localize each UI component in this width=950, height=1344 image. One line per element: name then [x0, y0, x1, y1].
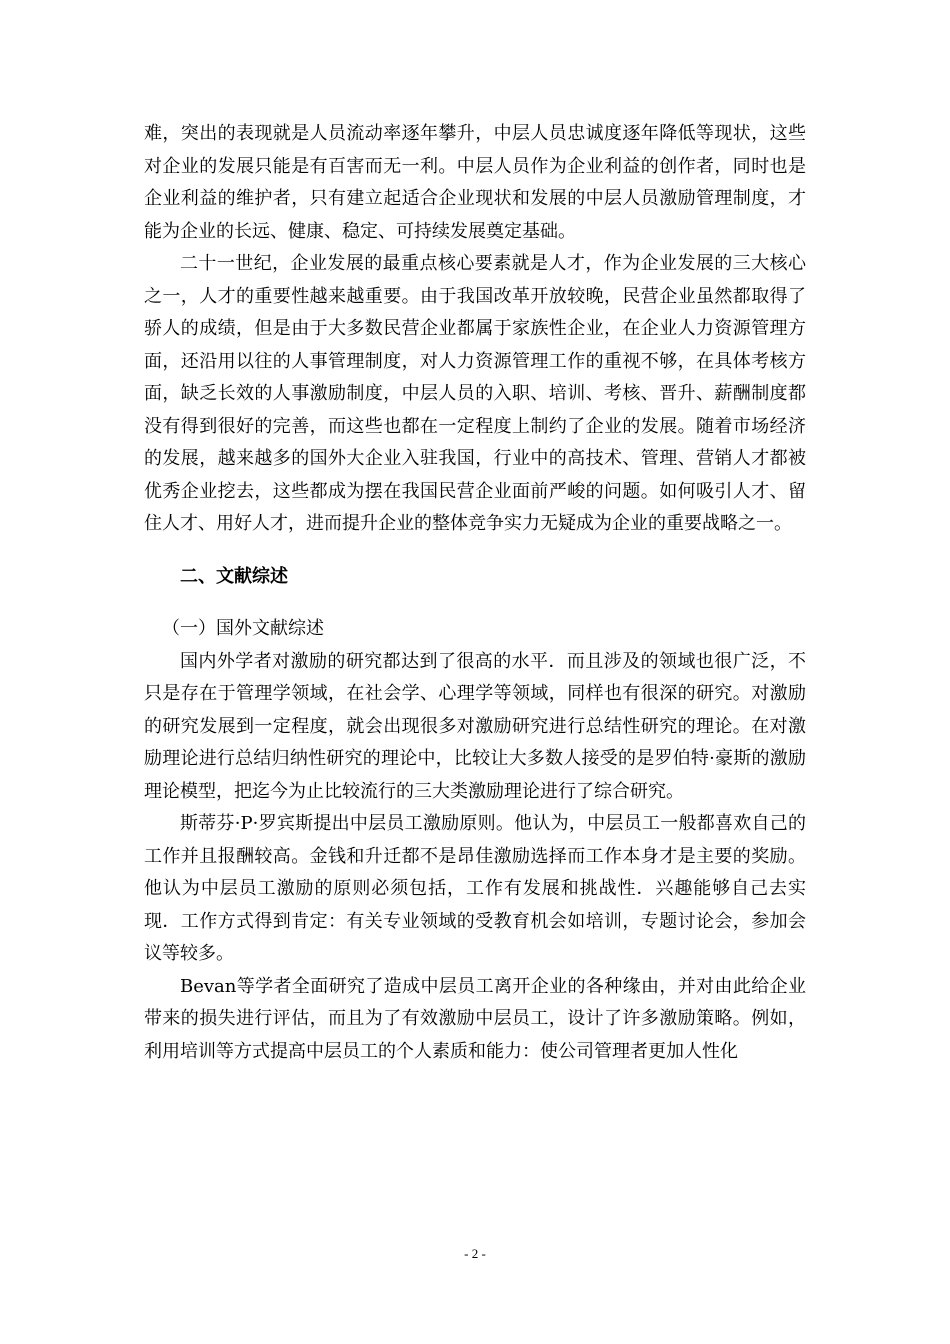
paragraph-talent: 二十一世纪，企业发展的最重点核心要素就是人才，作为企业发展的三大核心之一，人才的重要性越来越重要。由于我国改革开放较晚，民营企业虽然都取得了骄人的成绩，但是由于大多数民营企业都属于家族性企业，在企业人力资源管理方面，还沿用以往的人事管理制度，对人力资源管理工作的重视不够，在具体考核方面，缺乏长效的人事激励制度，中层人员的入职、培训、考核、晋升、薪酬制度都没有得到很好的完善，而这些也都在一定程度上制约了企业的发展。随着市场经济的发展，越来越多的国外大企业入驻我国，行业中的高技术、管理、营销人才都被优秀企业挖去，这些都成为摆在我国民营企业面前严峻的问题。如何吸引人才、留住人才、用好人才，进而提升企业的整体竞争实力无疑成为企业的重要战略之一。 — [144, 253, 806, 534]
subsection-heading: （一）国外文献综述 — [162, 618, 324, 639]
page-body — [144, 118, 806, 1068]
paragraph-research-overview: 国内外学者对激励的研究都达到了很高的水平．而且涉及的领域也很广泛，不只是存在于管理学领域，在社会学、心理学等领域，同样也有很深的研究。对激励的研究发展到一定程度，就会出现很多对激励研究进行总结性研究的理论。在对激励理论进行总结归纳性研究的理论中，比较让大多数人接受的是罗伯特·豪斯的激励理论模型，把迄今为止比较流行的三大类激励理论进行了综合研究。 — [144, 650, 806, 802]
section-heading: 二、文献综述 — [180, 565, 288, 587]
page-number: - 2 - — [464, 1246, 486, 1261]
paragraph-bevan: Bevan等学者全面研究了造成中层员工离开企业的各种缘由，并对由此给企业带来的损失进行评估，而且为了有效激励中层员工，设计了许多激励策略。例如，利用培训等方式提高中层员工的个人素质和能力：使公司管理者更加人性化 — [144, 975, 806, 1062]
paragraph-continued: 难，突出的表现就是人员流动率逐年攀升，中层人员忠诚度逐年降低等现状，这些对企业的发展只能是有百害而无一利。中层人员作为企业利益的创作者，同时也是企业利益的维护者，只有建立起适合企业现状和发展的中层人员激励管理制度，才能为企业的长远、健康、稳定、可持续发展奠定基础。 — [144, 123, 806, 242]
paragraph-robbins: 斯蒂芬·P·罗宾斯提出中层员工激励原则。他认为，中层员工一般都喜欢自己的工作并且报酬较高。金钱和升迁都不是昂佳激励选择而工作本身才是主要的奖励。他认为中层员工激励的原则必须包括，工作有发展和挑战性．兴趣能够自己去实现．工作方式得到肯定：有关专业领域的受教育机会如培训，专题讨论会，参加会议等较多。 — [144, 813, 806, 964]
